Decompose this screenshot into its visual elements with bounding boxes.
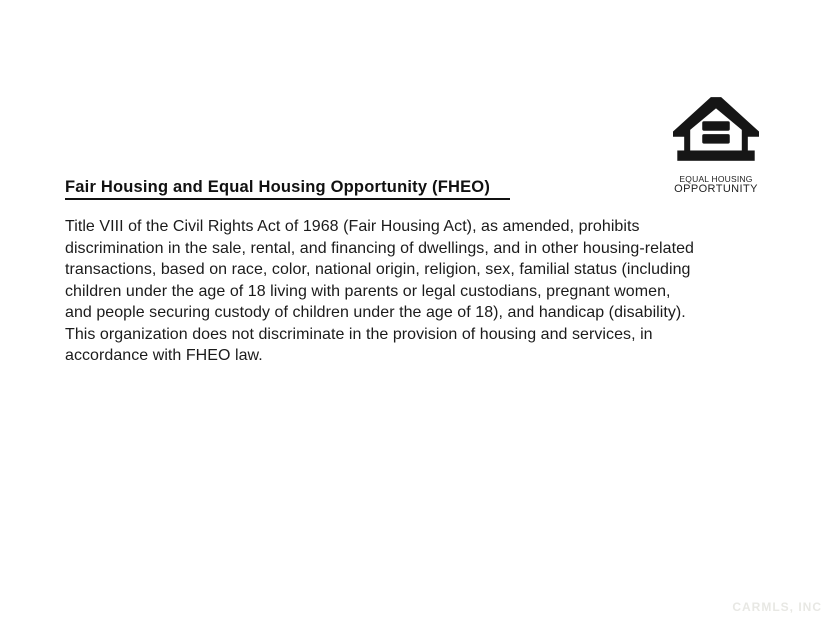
- page-title-text: Fair Housing and Equal Housing Opportunity (FHEO): [65, 178, 510, 200]
- equal-housing-house-icon: [673, 97, 759, 173]
- paragraph-line: Title VIII of the Civil Rights Act of 1968 (Fair Housing Act), as amended, prohibits: [65, 218, 640, 235]
- paragraph-line: children under the age of 18 living with parents or legal custodians, pregnant women,: [65, 282, 671, 300]
- paragraph-line: and people securing custody of children under the age of 18), and handicap (disability).: [65, 304, 686, 321]
- paragraph-line: discrimination in the sale, rental, and financing of dwellings, and in other housing-related: [65, 239, 694, 257]
- logo-caption-line2: OPPORTUNITY: [674, 183, 758, 195]
- paragraph-line: This organization does not discriminate in the provision of housing and services, in: [65, 325, 653, 343]
- logo-caption-line1: EQUAL HOUSING: [679, 174, 753, 184]
- watermark-text: CARMLS, INC: [732, 600, 822, 614]
- page-title: [65, 178, 510, 200]
- paragraph-line: transactions, based on race, color, national origin, religion, sex, familial status (including: [65, 261, 691, 278]
- paragraph-line: accordance with FHEO law.: [65, 347, 263, 364]
- equal-housing-opportunity-logo: [672, 97, 760, 195]
- body-paragraph: [65, 216, 805, 367]
